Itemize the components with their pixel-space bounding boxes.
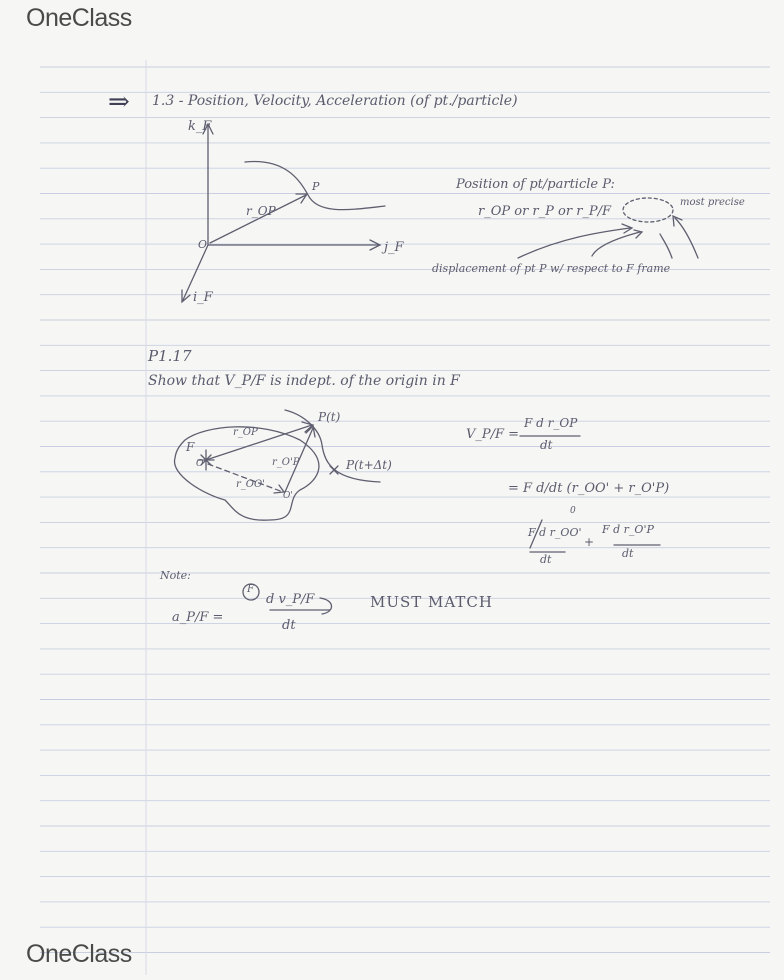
axis-i-label: i_F — [193, 290, 213, 305]
position-note-title: Position of pt/particle P: — [456, 177, 615, 192]
frame-f-label: F — [186, 440, 195, 454]
heading-arrow: ⇒ — [108, 87, 130, 117]
note-label: Note: — [160, 569, 191, 582]
derivation-l3b-denominator: dt — [622, 547, 634, 560]
displacement-caption: displacement of pt P w/ respect to F frame — [432, 262, 671, 275]
position-note-expression: r_OP or r_P or r_P/F — [478, 204, 612, 219]
note-lhs: a_P/F = — [172, 610, 224, 625]
derivation-l1-numerator: F d r_OP — [524, 416, 578, 430]
derivation-l3a-denominator: dt — [540, 553, 552, 566]
note-circled-f: F — [247, 584, 254, 595]
derivation-plus: + — [584, 535, 595, 549]
pt-dt-label: P(t+Δt) — [346, 458, 392, 472]
derivation-l3a-numerator: F d r_OO' — [528, 526, 582, 539]
derivation-l3b-numerator: F d r_O'P — [602, 523, 654, 536]
origin-label: O — [198, 238, 208, 251]
problem-statement: Show that V_P/F is indept. of the origin in F — [148, 373, 460, 389]
brand-name-top: OneClass — [26, 4, 132, 32]
vector-rop-label: r_OP — [246, 204, 276, 218]
note-denominator: dt — [282, 618, 296, 633]
brand-name-bottom: OneClass — [26, 940, 132, 968]
axis-j-label: j_F — [384, 240, 404, 255]
derivation-lhs: V_P/F = — [466, 427, 520, 442]
section-heading: 1.3 - Position, Velocity, Acceleration (of pt./particle) — [152, 93, 518, 109]
axis-k-label: k_F — [188, 119, 212, 134]
derivation-l1-denominator: dt — [540, 438, 553, 452]
note-numerator: d v_P/F — [266, 592, 315, 607]
most-precise-note: most precise — [680, 197, 745, 208]
vector-rop-2-label: r_OP — [233, 427, 258, 438]
origin-o-label: O — [196, 459, 204, 469]
origin-o-prime-label: O' — [283, 491, 293, 501]
vector-roo-prime-label: r_OO' — [236, 479, 265, 490]
point-p-label: P — [312, 180, 320, 193]
pt-label: P(t) — [318, 410, 341, 424]
derivation-zero: 0 — [570, 506, 576, 516]
vector-roprime-p-label: r_O'P — [272, 457, 300, 468]
must-match-note: MUST MATCH — [370, 593, 493, 611]
derivation-line2: = F d/dt (r_OO' + r_O'P) — [508, 481, 670, 496]
problem-label: P1.17 — [148, 347, 192, 365]
